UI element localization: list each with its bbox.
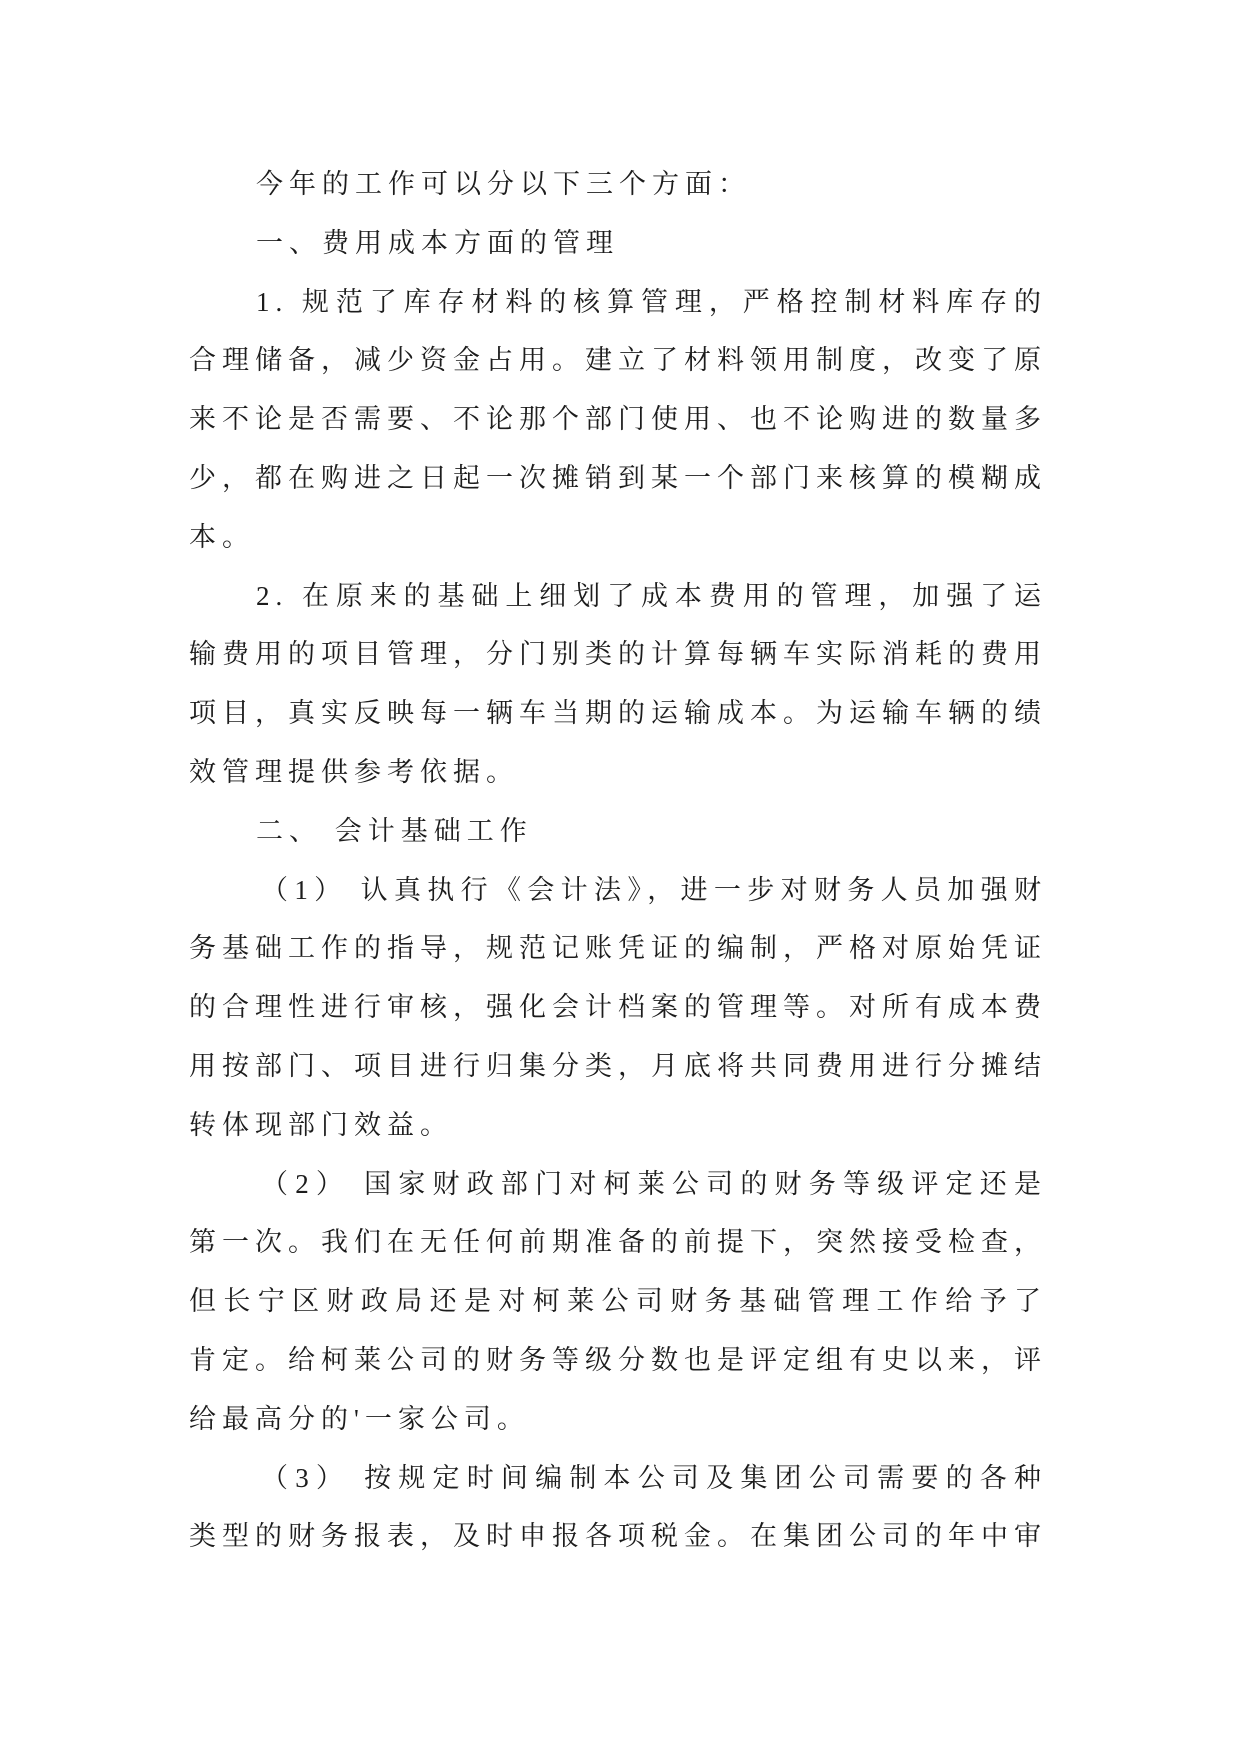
paragraph-line: 给最高分的'一家公司。: [189, 1403, 530, 1434]
paragraph-line: 合理储备，减少资金占用。建立了材料领用制度，改变了原: [189, 345, 1047, 376]
section-heading-accounting-basics: [189, 802, 1047, 861]
paragraph-line: 来不论是否需要、不论那个部门使用、也不论购进的数量多: [189, 404, 1047, 435]
paragraph-line: 用按部门、项目进行归集分类，月底将共同费用进行分摊结: [189, 1050, 1047, 1081]
paragraph-line: 肯定。给柯莱公司的财务等级分数也是评定组有史以来，评: [189, 1344, 1047, 1375]
paragraph-line: 务基础工作的指导，规范记账凭证的编制，严格对原始凭证: [189, 933, 1047, 964]
paragraph-line: 的合理性进行审核，强化会计档案的管理等。对所有成本费: [189, 992, 1047, 1023]
section-heading-cost-management: [189, 214, 1047, 273]
paragraph-line: 效管理提供参考依据。: [189, 756, 519, 787]
paragraph-item-1: [189, 273, 1047, 567]
paragraph-line: 项目，真实反映每一辆车当期的运输成本。为运输车辆的绩: [189, 698, 1047, 729]
paragraph-line: 今年的工作可以分以下三个方面：: [256, 169, 751, 199]
paragraph-line: 少，都在购进之日起一次摊销到某一个部门来核算的模糊成: [189, 462, 1047, 493]
paragraph-line: （2） 国家财政部门对柯莱公司的财务等级评定还是: [261, 1168, 1047, 1199]
paragraph-line: 但长宁区财政局还是对柯莱公司财务基础管理工作给予了: [189, 1286, 1047, 1317]
paragraph-item-(2): [189, 1155, 1047, 1449]
paragraph-line: 2. 在原来的基础上细划了成本费用的管理，加强了运: [256, 580, 1047, 611]
heading-line: 一、费用成本方面的管理: [256, 227, 619, 258]
paragraph-item-2: [189, 567, 1047, 802]
paragraph-item-(1): [189, 861, 1047, 1155]
heading-line: 二、 会计基础工作: [256, 815, 533, 846]
paragraph-line: 转体现部门效益。: [189, 1109, 453, 1140]
paragraph-line: 第一次。我们在无任何前期准备的前提下，突然接受检查，: [189, 1227, 1047, 1258]
paragraph-item-(3): [189, 1449, 1047, 1567]
paragraph-line: （3） 按规定时间编制本公司及集团公司需要的各种: [261, 1462, 1047, 1493]
paragraph-line: 1. 规范了库存材料的核算管理，严格控制材料库存的: [256, 286, 1047, 317]
paragraph-line: 类型的财务报表，及时申报各项税金。在集团公司的年中审: [189, 1521, 1047, 1552]
paragraph-line: 本。: [189, 521, 255, 552]
paragraph-line: （1） 认真执行《会计法》，进一步对财务人员加强财: [261, 874, 1047, 905]
intro-paragraph: [189, 155, 1047, 214]
paragraph-line: 输费用的项目管理，分门别类的计算每辆车实际消耗的费用: [189, 639, 1047, 670]
document-body: [189, 155, 1047, 1566]
